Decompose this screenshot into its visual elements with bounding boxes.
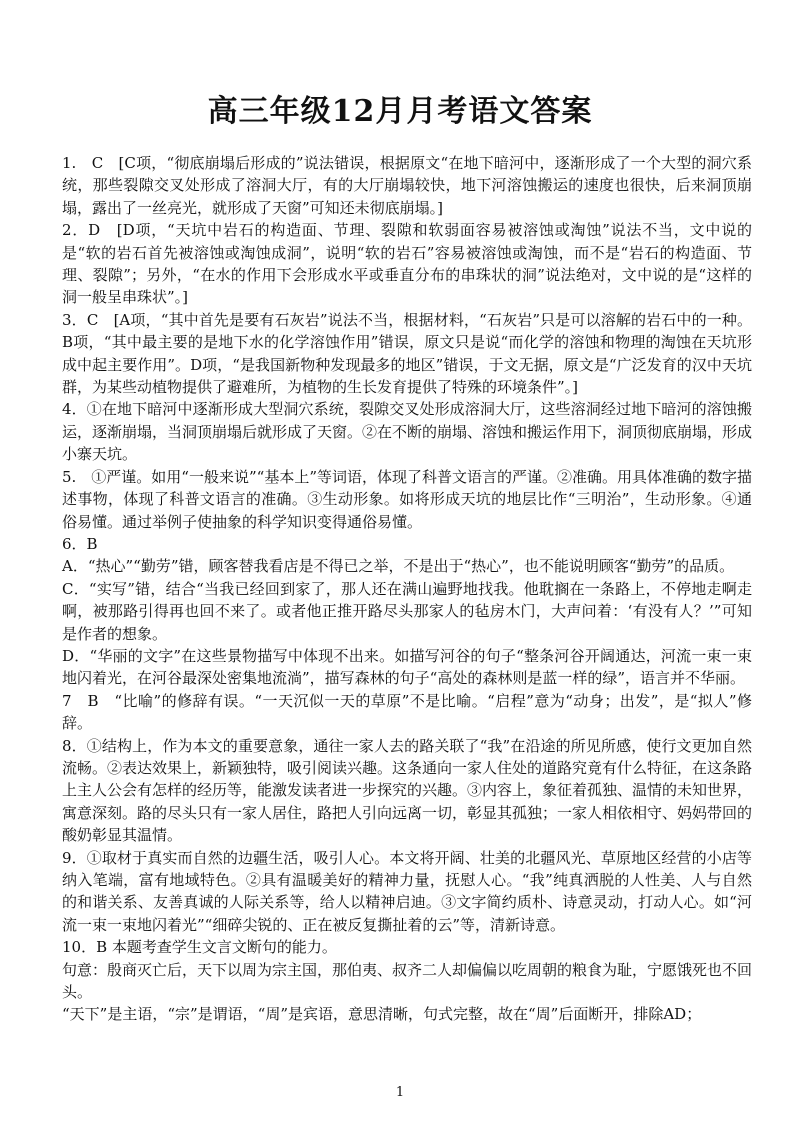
answer-8: 8．①结构上，作为本文的重要意象，通往一家人去的路关联了“我”在沿途的所见所感，使行文更加自然流畅。②表达效果上，新颖独特，吸引阅读兴趣。这条通向一家人住处的道路究竟有什么特征，在这条路上主人公会有怎样的经历等，能激发读者进一步探究的兴趣。③内容上，象征着孤独、温情的未知世界，寓意深刻。路的尽头只有一家人居住，路把人引向远离一切，彰显其孤独；一家人相依相守、妈妈带回的酸奶彰显其温情。 (62, 736, 753, 845)
answer-10-translation: 句意：殷商灭亡后，天下以周为宗主国，那伯夷、叔齐二人却偏偏以吃周朝的粮食为耻，宁愿饿死也不回头。 (62, 960, 753, 1002)
answer-body (62, 152, 752, 1026)
answer-6-option-c: C．“实写”错，结合“当我已经回到家了，那人还在满山遍野地找我。他耽搁在一条路上，不停地走啊走啊，被那路引得再也回不来了。或者他正推开路尽头那家人的毡房木门，大声问着：‘有没有人？’”可知是作者的想象。 (62, 579, 752, 643)
answer-3: 3．C [A项，“其中首先是要有石灰岩”说法不当，根据材料，“石灰岩”只是可以溶解的岩石中的一种。B项，“其中最主要的是地下水的化学溶蚀作用”错误，原文只是说“而化学的溶蚀和物理的淘蚀在天坑形成中起主要作用”。D项，“是我国新物种发现最多的地区”错误，于文无据，原文是“广泛发育的汉中天坑群，为某些动植物提供了避难所，为植物的生长发育提供了特殊的环境条件”。] (62, 310, 752, 397)
page-number: 1 (395, 1085, 405, 1100)
document-title: 高三年级12月月考语文答案 (207, 94, 593, 129)
answer-9: 9．①取材于真实而自然的边疆生活，吸引人心。本文将开阔、壮美的北疆风光、草原地区经营的小店等纳入笔端，富有地域特色。②具有温暖美好的精神力量，抚慰人心。“我”纯真洒脱的人性美、人与自然的和谐关系、友善真诚的人际关系等，给人以精神启迪。③文字简约质朴、诗意灵动，打动人心。如“河流一束一束地闪着光”“细碎尖锐的、正在被反复撕扯着的云”等，清新诗意。 (62, 848, 752, 934)
answer-2: 2．D [D项，“天坑中岩石的构造面、节理、裂隙和软弱面容易被溶蚀或淘蚀”说法不当，文中说的是“软的岩石首先被溶蚀或淘蚀成洞”，说明“软的岩石”容易被溶蚀或淘蚀，而不是“岩石的构造面、节理、裂隙”；另外，“在水的作用下会形成水平或垂直分布的串珠状的洞”说法绝对，文中说的是“这样的洞一般呈串珠状”。] (62, 221, 752, 307)
answer-6-option-a: A．“热心”“勤劳”错，顾客替我看店是不得已之举，不是出于“热心”，也不能说明顾客“勤劳”的品质。 (62, 557, 735, 576)
answer-4: 4．①在地下暗河中逐渐形成大型洞穴系统，裂隙交叉处形成溶洞大厅，这些溶洞经过地下暗河的溶蚀搬运，逐渐崩塌，当洞顶崩塌后就形成了天窗。②在不断的崩塌、溶蚀和搬运作用下，洞顶彻底崩塌，形成小寨天坑。 (62, 400, 753, 464)
answer-6-option-d: D．“华丽的文字”在这些景物描写中体现不出来。如描写河谷的句子“整条河谷开阔通达，河流一束一束地闪着光，在河谷最深处密集地流淌”，描写森林的句子“高处的森林则是蓝一样的绿”，语言并不华丽。 (62, 646, 752, 688)
answer-7: 7 B “比喻”的修辞有误。“一天沉似一天的草原”不是比喻。“启程”意为“动身；出发”，是“拟人”修辞。 (62, 691, 752, 733)
answer-1: 1. C [C项，“彻底崩塌后形成的”说法错误，根据原文“在地下暗河中，逐渐形成了一个大型的洞穴系统，那些裂隙交叉处形成了溶洞大厅，有的大厅崩塌较快，地下河溶蚀搬运的速度也很快，后来洞顶崩塌，露出了一丝亮光，就形成了天窗”可知还未彻底崩塌。] (62, 154, 752, 217)
answer-5: 5. ①严谨。如用“一般来说”“基本上”等词语，体现了科普文语言的严谨。②准确。用具体准确的数字描述事物，体现了科普文语言的准确。③生动形象。如将形成天坑的地层比作“三明治”，生动形象。④通俗易懂。通过举例子使抽象的科学知识变得通俗易懂。 (62, 467, 752, 531)
answer-10: 10．B 本题考查学生文言文断句的能力。 (62, 938, 337, 957)
answer-6: 6．B (62, 534, 98, 553)
answer-10-analysis: “天下”是主语，“宗”是谓语，“周”是宾语，意思清晰，句式完整，故在“周”后面断开，排除AD； (62, 1005, 702, 1024)
